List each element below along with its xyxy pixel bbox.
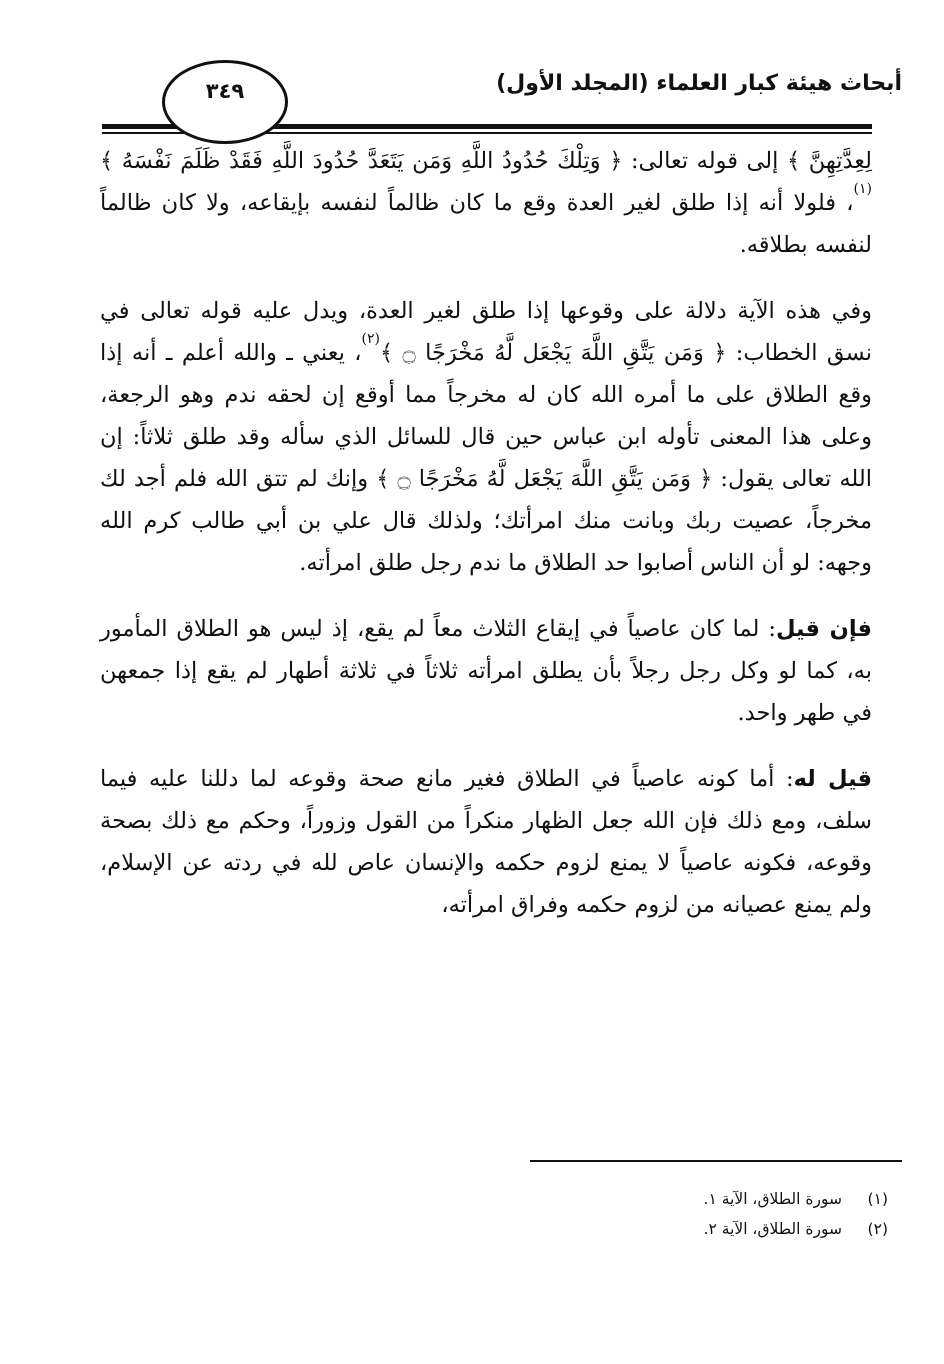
body-text bbox=[100, 140, 872, 926]
footnote-text: سورة الطلاق، الآية ٢. bbox=[703, 1220, 842, 1238]
paragraph bbox=[100, 758, 872, 926]
text-run: : لما كان عاصياً في إيقاع الثلاث معاً لم يقع، إذ ليس هو الطلاق المأمور به، كما لو وكل رجل رجلاً بأن يطلق امرأته ثلاثاً في ثلاثة أطهار لم يقع إذا جمعهن في طهر واحد. bbox=[100, 616, 872, 726]
lead-phrase: فإن قيل bbox=[775, 616, 873, 642]
quran-quote: ﴿ وَمَن يَتَّقِ اللَّهَ يَجْعَل لَّهُ مَخْرَجًا ۝ ﴾ bbox=[379, 340, 727, 366]
text-run: إلى قوله تعالى: bbox=[622, 148, 787, 174]
footnote bbox=[488, 1214, 888, 1244]
paragraph bbox=[100, 140, 872, 266]
paragraph bbox=[100, 608, 872, 734]
footnotes bbox=[488, 1184, 888, 1244]
text-run: وإنك لم تتق الله فلم أجد لك مخرجاً، عصيت ربك وبانت منك امرأتك؛ ولذلك قال علي بن أبي طالب كرم الله وجهه: لو أن الناس أصابوا حد الطلاق ما ندم رجل طلق امرأته. bbox=[100, 466, 872, 576]
footnote bbox=[488, 1184, 888, 1214]
quran-quote: ﴿ وَمَن يَتَّقِ اللَّهَ يَجْعَل لَّهُ مَخْرَجًا ۝ ﴾ bbox=[376, 466, 713, 492]
text-run: وفي هذه الآية دلالة على وقوعها إذا طلق لغير العدة، ويدل عليه قوله تعالى في نسق الخطاب: bbox=[100, 298, 872, 366]
page-number-text: ٣٤٩ bbox=[205, 79, 245, 103]
footnote-text: سورة الطلاق، الآية ١. bbox=[703, 1190, 842, 1208]
lead-phrase: قيل له bbox=[793, 766, 872, 792]
text-run: : أما كونه عاصياً في الطلاق فغير مانع صحة وقوعه لما دللنا عليه فيما سلف، ومع ذلك فإن الله جعل الظهار منكراً من القول وزوراً، وحكم مع ذلك بصحة وقوعه، فكونه عاصياً لا يمنع لزوم حكمه والإنسان عاص لله في ردته عن الإسلام، ولم يمنع عصيانه من لزوم حكمه وفراق امرأته، bbox=[100, 766, 872, 918]
footnote-ref: (٢) bbox=[361, 331, 380, 347]
footnote-number: (٢) bbox=[867, 1220, 888, 1238]
text-run: ، فلولا أنه إذا طلق لغير العدة وقع ما كان ظالماً لنفسه بإيقاعه، ولا كان ظالماً لنفسه بطلاقه. bbox=[100, 190, 872, 258]
quran-quote: ﴿ وَتِلْكَ حُدُودُ اللَّهِ وَمَن يَتَعَدَّ حُدُودَ اللَّهِ فَقَدْ ظَلَمَ نَفْسَهُ ﴾ bbox=[100, 148, 623, 174]
footnote-ref: (١) bbox=[853, 181, 872, 197]
footnote-number: (١) bbox=[867, 1190, 888, 1208]
page-number bbox=[162, 60, 288, 144]
text-run: ، يعني ـ والله أعلم ـ أنه إذا وقع الطلاق على ما أمره الله كان له مخرجاً مما أوقع إن لحقه ندم وهو الرجعة، وعلى هذا المعنى تأوله ابن عباس حين قال للسائل الذي سأله وقد طلق ثلاثاً: إن الله تعالى يقول: bbox=[100, 340, 872, 492]
paragraph bbox=[100, 290, 872, 584]
running-header: أبحاث هيئة كبار العلماء (المجلد الأول) bbox=[496, 71, 902, 96]
quran-quote: لِعِدَّتِهِنَّ ﴾ bbox=[786, 148, 872, 174]
footnote-divider bbox=[530, 1160, 902, 1162]
